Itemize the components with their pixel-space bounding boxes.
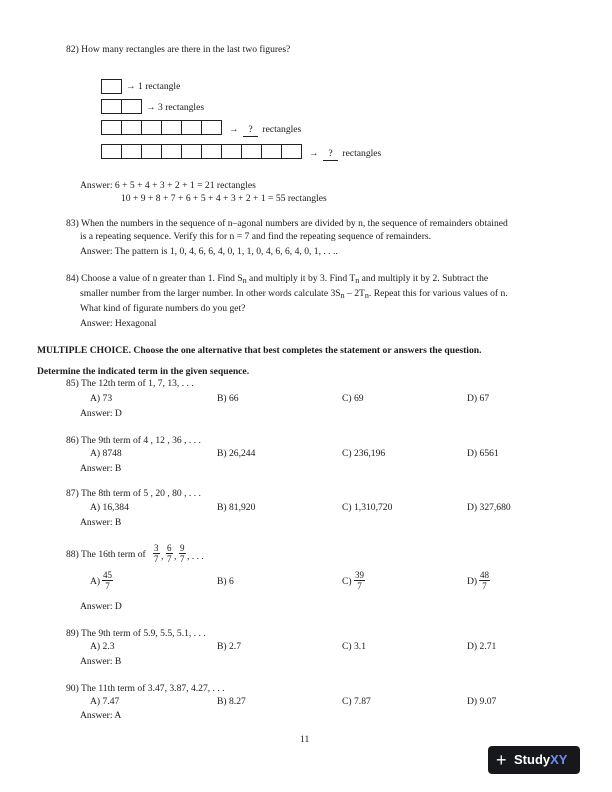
q85-option-a[interactable]: A) 73 (90, 393, 113, 404)
q82-figure-1 (101, 79, 121, 94)
q86-option-d[interactable]: D) 6561 (467, 448, 499, 459)
comma: , (174, 551, 177, 562)
plus-icon: + (496, 750, 507, 770)
q82-figure-1-label: → 1 rectangle (126, 81, 181, 92)
q82-figure-4 (101, 144, 301, 159)
comma: , (161, 551, 164, 562)
q85-option-d[interactable]: D) 67 (467, 393, 490, 404)
q85-answer: Answer: D (80, 408, 122, 419)
q87-option-d[interactable]: D) 327,680 (467, 502, 511, 513)
q84-question-line2: smaller number from the larger number. In other words calculate $3S_n - 2T_n$. Repeat this for various values of n. (80, 288, 508, 300)
arrow-icon: → (309, 148, 319, 159)
q88-option-c-fraction[interactable]: $\frac{39}{7}$ (355, 570, 364, 591)
q89-option-c[interactable]: C) 3.1 (342, 641, 366, 652)
q87-option-b[interactable]: B) 81,920 (217, 502, 256, 513)
q84-answer: Answer: Hexagonal (80, 318, 157, 329)
q88-fraction-3: $\frac{9}{7}$ (180, 543, 185, 564)
q87-question: 87) The 8th term of 5 , 20 , 80 , . . . (66, 488, 201, 499)
q83-question-line2: is a repeating sequence. Verify this for n = 7 and find the repeating sequence of remainders. (80, 231, 432, 242)
q84-question: 84) Choose a value of n greater than 1. Find $S_n$ and multiply it by 3. Find $T_n$ and multiply it by 2. Subtract the (66, 273, 489, 285)
q89-option-d[interactable]: D) 2.71 (467, 641, 497, 652)
q90-option-a[interactable]: A) 7.47 (90, 696, 120, 707)
q90-option-d[interactable]: D) 9.07 (467, 696, 497, 707)
q88-question: 88) The 16th term of (66, 549, 146, 560)
q82-answer: Answer: 6 + 5 + 4 + 3 + 2 + 1 = 21 rectangles (80, 180, 256, 191)
q88-option-a[interactable]: A) (90, 576, 101, 587)
q88-option-a-fraction[interactable]: $\frac{45}{7}$ (103, 570, 112, 591)
q89-option-b[interactable]: B) 2.7 (217, 641, 241, 652)
studyxy-logo[interactable] (488, 746, 580, 774)
q90-option-c[interactable]: C) 7.87 (342, 696, 371, 707)
logo-text: StudyXY (514, 752, 568, 767)
q85-option-c[interactable]: C) 69 (342, 393, 364, 404)
q88-answer: Answer: D (80, 601, 122, 612)
page-number: 11 (300, 734, 310, 745)
q90-option-b[interactable]: B) 8.27 (217, 696, 246, 707)
answer-blank: ? (323, 148, 338, 161)
q85-option-b[interactable]: B) 66 (217, 393, 239, 404)
q88-fraction-1: $\frac{3}{7}$ (154, 543, 159, 564)
q82-figure-4-word: rectangles (342, 148, 382, 159)
answer-blank: ? (243, 124, 258, 137)
q88-tail: , . . . (187, 551, 204, 562)
mc-instruction: Determine the indicated term in the given sequence. (37, 366, 250, 377)
q86-answer: Answer: B (80, 463, 122, 474)
q89-answer: Answer: B (80, 656, 122, 667)
q82-figure-2 (101, 99, 141, 114)
q88-fraction-2: $\frac{6}{7}$ (167, 543, 172, 564)
q88-option-c[interactable]: C) (342, 576, 352, 587)
q82-question: 82) How many rectangles are there in the last two figures? (66, 44, 291, 55)
q88-option-b[interactable]: B) 6 (217, 576, 234, 587)
q86-option-b[interactable]: B) 26,244 (217, 448, 256, 459)
q88-option-d[interactable]: D) (467, 576, 478, 587)
q84-question-line3: What kind of figurate numbers do you get? (80, 303, 246, 314)
q86-option-c[interactable]: C) 236,196 (342, 448, 386, 459)
q82-figure-3-word: rectangles (262, 124, 302, 135)
q89-question: 89) The 9th term of 5.9, 5.5, 5.1, . . . (66, 628, 206, 639)
q87-option-c[interactable]: C) 1,310,720 (342, 502, 393, 513)
q86-option-a[interactable]: A) 8748 (90, 448, 122, 459)
mc-section-header: MULTIPLE CHOICE. Choose the one alternative that best completes the statement or answers the question. (37, 345, 482, 356)
q88-option-d-fraction[interactable]: $\frac{48}{7}$ (480, 570, 489, 591)
q89-option-a[interactable]: A) 2.3 (90, 641, 115, 652)
q86-question: 86) The 9th term of 4 , 12 , 36 , . . . (66, 435, 201, 446)
q82-figure-2-label: → 3 rectangles (146, 102, 205, 113)
q82-figure-3-label (229, 124, 301, 137)
q82-answer-line2: 10 + 9 + 8 + 7 + 6 + 5 + 4 + 3 + 2 + 1 = 55 rectangles (121, 193, 327, 204)
q83-answer: Answer: The pattern is 1, 0, 4, 6, 6, 4, 0, 1, 1, 0, 4, 6, 6, 4, 0, 1, . . .. (80, 246, 338, 257)
q83-question: 83) When the numbers in the sequence of n–agonal numbers are divided by n, the sequence of remainders obtained (66, 218, 508, 229)
q90-question: 90) The 11th term of 3.47, 3.87, 4.27, . . . (66, 683, 225, 694)
q87-answer: Answer: B (80, 517, 122, 528)
arrow-icon: → (229, 124, 239, 135)
q82-figure-4-label (309, 148, 381, 161)
q85-question: 85) The 12th term of 1, 7, 13, . . . (66, 378, 194, 389)
q87-option-a[interactable]: A) 16,384 (90, 502, 129, 513)
q90-answer: Answer: A (80, 710, 122, 721)
q82-figure-3 (101, 120, 221, 135)
